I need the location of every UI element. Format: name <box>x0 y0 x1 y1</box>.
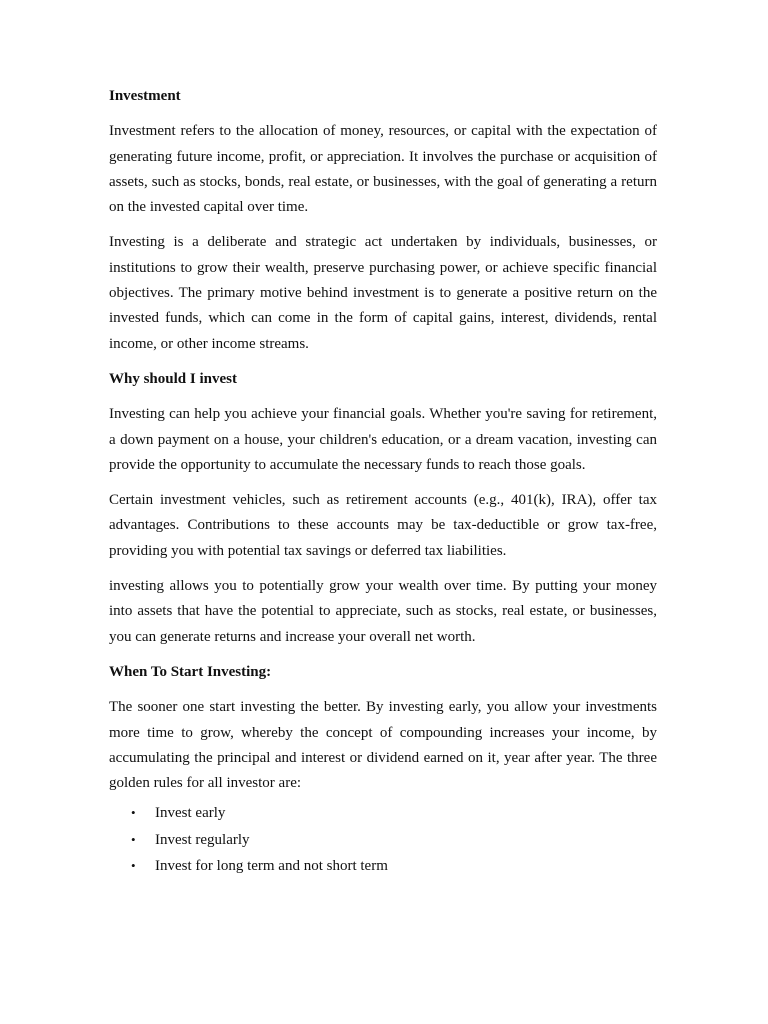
bullet-icon: • <box>131 858 136 874</box>
list-item <box>109 827 657 854</box>
paragraph-start-early: The sooner one start investing the better. By investing early, you allow your investments more time to grow, whereby the concept of compounding increases your income, by accumulating the principal and interest or dividend earned on it, year after year. The three golden rules for all investor are: <box>109 699 657 792</box>
bullet-icon: • <box>131 831 136 847</box>
list-item <box>109 800 657 827</box>
paragraph-investment-definition: Investment refers to the allocation of money, resources, or capital with the expectation of generating future income, profit, or appreciation. It involves the purchase or acquisition of assets, such as stocks, bonds, real estate, or businesses, with the goal of generating a return on the invested capital over time. <box>109 123 657 216</box>
list-item-label: Invest early <box>155 805 226 822</box>
heading-investment: Investment <box>109 88 181 104</box>
heading-why-invest: Why should I invest <box>109 370 237 387</box>
paragraph-tax-advantages: Certain investment vehicles, such as retirement accounts (e.g., 401(k), IRA), offer tax advantages. Contributions to these accounts may be tax-deductible or grow tax-free, providing you with potential tax savings or deferred tax liabilities. <box>109 492 657 559</box>
list-item <box>109 853 657 880</box>
paragraph-grow-wealth: investing allows you to potentially grow your wealth over time. By putting your money into assets that have the potential to appreciate, such as stocks, real estate, or businesses, you can generate returns and increase your overall net worth. <box>109 578 657 645</box>
heading-when-to-start: When To Start Investing: <box>109 663 272 680</box>
paragraph-investing-purpose: Investing is a deliberate and strategic act undertaken by individuals, businesses, or institutions to grow their wealth, preserve purchasing power, or achieve specific financial objectives. The primary motive behind investment is to generate a positive return on the invested funds, which can come in the form of capital gains, interest, dividends, rental income, or other income streams. <box>109 234 657 352</box>
bullet-icon: • <box>131 805 136 821</box>
document-body <box>109 84 657 880</box>
list-item-label: Invest regularly <box>155 831 250 848</box>
golden-rules-list <box>109 800 657 880</box>
list-item-label: Invest for long term and not short term <box>155 858 388 875</box>
paragraph-financial-goals: Investing can help you achieve your financial goals. Whether you're saving for retirement, a down payment on a house, your children's education, or a dream vacation, investing can provide the opportunity to accumulate the necessary funds to reach those goals. <box>109 406 657 473</box>
